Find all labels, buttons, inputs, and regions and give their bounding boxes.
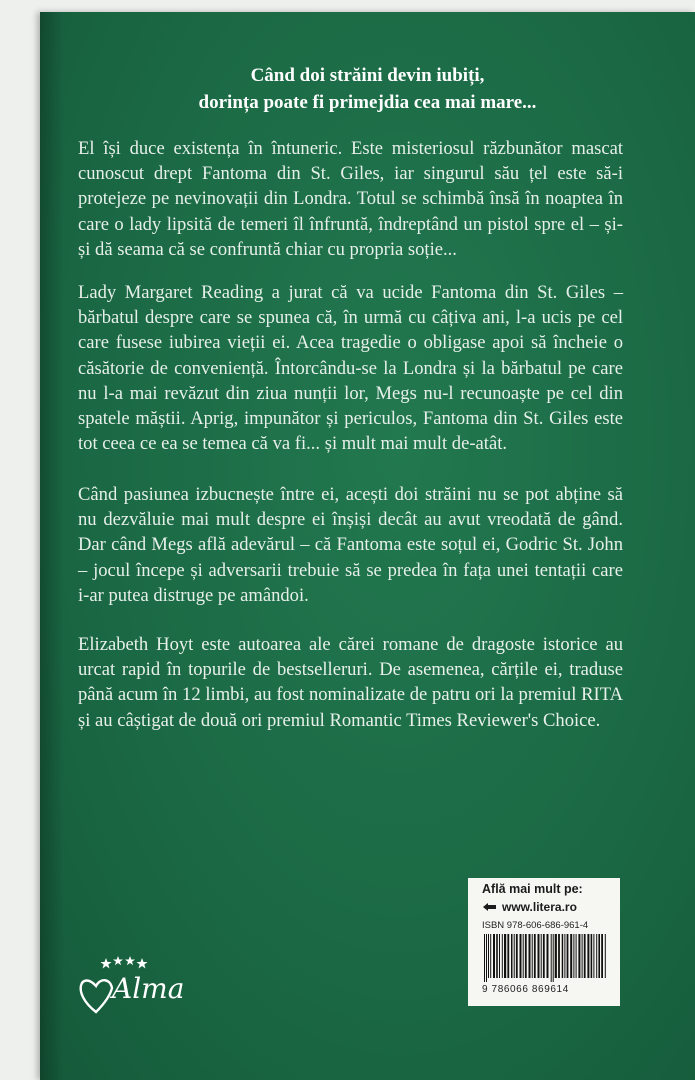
blurb-paragraph-3: Când pasiunea izbucnește între ei, acești doi străini nu se pot abține să nu dezvăluie mai mult despre ei înșiși decât au avut vreodată de gând. Dar când Megs află adevărul – că Fantoma este soțul ei, Godric St. John – jocul începe și adversarii trebuie să se predea în fața unei tentații care i-ar putea distruge pe amândoi. <box>78 484 623 606</box>
barcode-heading: Află mai mult pe: <box>482 882 583 896</box>
tagline <box>40 62 695 116</box>
book-back-cover <box>40 12 695 1080</box>
barcode-icon <box>482 934 608 982</box>
barcode-digits: 9 786066 869614 <box>482 984 569 995</box>
blurb-paragraph-2: Lady Margaret Reading a jurat că va ucide Fantoma din St. Giles – bărbatul despre care se spunea că, în urmă cu câțiva ani, l-a ucis pe cel care fusese iubirea vieții ei. Acea tragedie o obligase apoi să încheie o căsătorie de conveniență. Întorcându-se la Londra și la bărbatul pe care nu l-a mai revăzut din ziua nunții lor, Megs nu-l recunoaște pe cel din spatele măștii. Aprig, impunător și periculos, Fantoma din St. Giles este tot ceea ce ea se temea că va fi... și mult mai mult de-atât. <box>78 282 623 455</box>
blurb-paragraph-1: El își duce existența în întuneric. Este misteriosul răzbunător mascat cunoscut drept Fantoma din St. Giles, iar singurul său țel este să-i protejeze pe nevinovații din Londra. Totul se schimbă însă în noaptea în care o lady lipsită de temeri îl înfruntă, îndreptând un pistol spre el – și-și dă seama că se confruntă chiar cu propria soție... <box>78 138 623 260</box>
website-link[interactable]: www.litera.ro <box>502 900 577 914</box>
tagline-line-2: dorința poate fi primejdia cea mai mare... <box>198 92 537 113</box>
barcode-box <box>468 878 620 1006</box>
isbn-text: ISBN 978-606-686-961-4 <box>482 920 589 931</box>
publisher-logo-text: Alma <box>112 972 185 1005</box>
author-bio: Elizabeth Hoyt este autoarea ale cărei romane de dragoste istorice au urcat rapid în topurile de bestselleruri. De asemenea, cărțile ei, traduse până acum în 12 limbi, au fost nominalizate de patru ori la premiul RITA și au câștigat de două ori premiul Romantic Times Reviewer's Choice. <box>78 634 623 731</box>
website-line <box>482 900 577 914</box>
cursor-hand-icon <box>482 901 498 913</box>
tagline-line-1: Când doi străini devin iubiți, <box>250 65 485 86</box>
